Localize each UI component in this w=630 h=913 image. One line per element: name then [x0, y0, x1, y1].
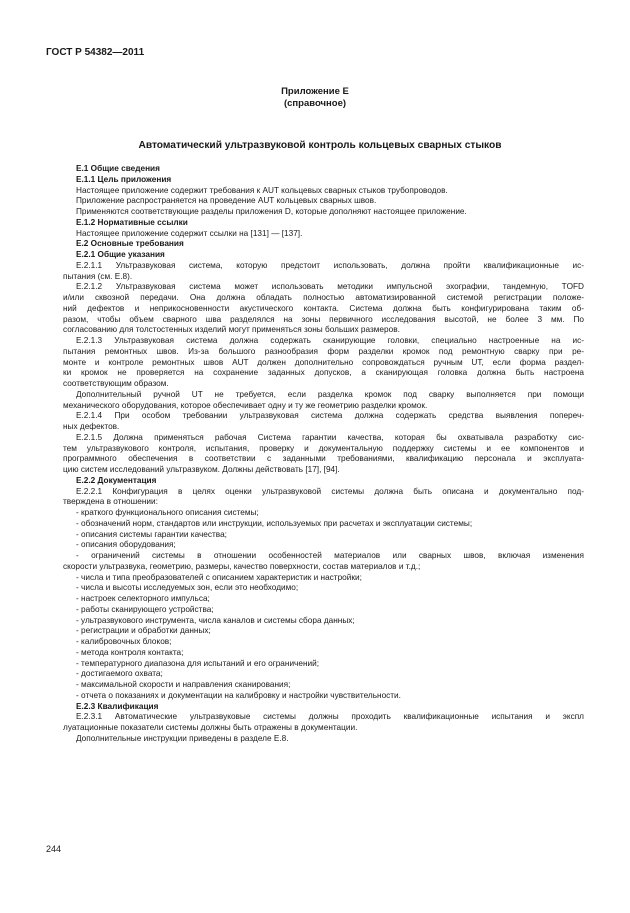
text-line: Е.2.3.1 Автоматические ультразвуковые системы должны проходить квалификационные испытания и экспл	[76, 712, 584, 722]
text-line: - достигаемого охвата;	[76, 669, 163, 679]
text-line: Дополнительный ручной UT не требуется, если разделка кромок под сварку выполняется при помощи	[76, 389, 584, 399]
text-line: - работы сканирующего устройства;	[76, 604, 214, 614]
text-line: - калибровочных блоков;	[76, 637, 172, 646]
section-heading: Е.1 Общие сведения	[76, 164, 160, 173]
document-id: ГОСТ Р 54382—2011	[46, 47, 145, 58]
text-line: согласованию для толстостенных изделий могут применяться зоны больших размеров.	[63, 325, 400, 335]
section-heading: Е.2 Основные требования	[76, 239, 184, 249]
text-line: пытания ремонтных швов. Из-за большого разнообразия форм разделки кромок под ремонтную сварку при ре-	[63, 346, 584, 356]
text-line: - отчета о показаниях и документации на калибровку и настройки чувствительности.	[76, 690, 401, 700]
text-line: - настроек селекторного импульса;	[76, 594, 210, 603]
text-line: механического оборудования, которое обеспечивает одну и ту же геометрию разделки кромок.	[63, 400, 428, 410]
text-line: Е.2.1.5 Должна применяться рабочая Система гарантии качества, которая бы охватывала разработку сис-	[76, 432, 584, 442]
text-line: цию систем исследований ультразвуком. Должны действовать [17], [94].	[63, 465, 340, 474]
text-line: соответствующим образом.	[63, 379, 169, 388]
text-line: тверждена в отношении:	[63, 497, 158, 507]
text-line: разом, чтобы объем сварного шва разделялся на зоны первичного исследования высотой, не более 3 мм. По	[63, 314, 584, 324]
text-line: ных дефектов.	[63, 422, 120, 431]
text-line: тем ультразвукового контроля, испытания, проверку и документальную поддержку системы и ее компонентов и	[63, 443, 584, 453]
document-body	[63, 164, 584, 745]
text-line: - обозначений норм, стандартов или инструкции, используемых при расчетах и эксплуатации системы;	[76, 518, 473, 528]
section-heading: Е.1.2 Нормативные ссылки	[76, 217, 188, 227]
text-line: Е.2.1.1 Ультразвуковая система, которую предстоит использовать, должна пройти квалификационные ис-	[76, 260, 584, 270]
text-line: - регистрации и обработки данных;	[76, 626, 211, 636]
section-heading: Е.2.2 Документация	[76, 475, 157, 485]
text-line: Настоящее приложение содержит ссылки на [131] — [137].	[76, 228, 303, 238]
section-heading: Е.2.3 Квалификация	[76, 701, 159, 711]
text-line: - описания оборудования;	[76, 540, 176, 550]
text-line: и/или сквозной передачи. Она должна обладать полностью автоматизированной системой регистрации положе-	[63, 293, 584, 302]
annex-title: Приложение Е	[281, 86, 349, 97]
text-line: скорости ультразвука, геометрию, размеры, качество поверхности, состав материалов и т.д.;	[63, 561, 421, 571]
text-line: Е.2.2.1 Конфигурация в целях оценки ультразвуковой системы должна быть описана и документально под-	[76, 486, 584, 496]
text-line: луатационные показатели системы должны быть отражены в документации.	[63, 723, 358, 732]
text-line: - числа и высоты исследуемых зон, если это необходимо;	[76, 583, 299, 593]
text-line: - числа и типа преобразователей с описанием характеристик и настройки;	[76, 572, 362, 582]
text-line: Приложение распространяется на проведение AUT кольцевых сварных швов.	[76, 196, 377, 206]
text-line: программного обеспечения в соответствии с заданными требованиями, квалификацию персонала и эксплуата-	[63, 454, 584, 464]
text-line: ний дефектов и неприкосновенности акустического контакта. Система должна быть конфигурирована таким об-	[63, 303, 584, 313]
text-line: пытания (см. Е.8).	[63, 271, 133, 281]
text-line: Дополнительные инструкции приведены в разделе Е.8.	[76, 733, 289, 743]
text-line: Настоящее приложение содержит требования к AUT кольцевых сварных стыков трубопроводов.	[76, 185, 448, 195]
annex-kind: (справочное)	[283, 98, 347, 109]
text-line: монте и контроле ремонтных швов AUT должен дополнительно сопровождаться ручным UT, если форма раздел-	[63, 357, 584, 367]
section-title: Автоматический ультразвуковой контроль кольцевых сварных стыков	[138, 140, 502, 151]
text-line: - ограничений системы в отношении особенностей материалов или сварных швов, включая изменения	[76, 551, 584, 560]
section-heading: Е.2.1 Общие указания	[76, 250, 165, 259]
text-line: - температурного диапазона для испытаний и его ограничений;	[76, 658, 320, 668]
text-line: - метода контроля контакта;	[76, 647, 184, 657]
text-line: - максимальной скорости и направления сканирования;	[76, 680, 291, 689]
text-line: - описания системы гарантии качества;	[76, 529, 227, 539]
text-line: ки кромок не проверяется на сохранение заданных допусков, а сканирующая головка должна быть настроена	[63, 368, 584, 378]
text-line: Применяются соответствующие разделы приложения D, которые дополняют настоящее приложение.	[76, 207, 467, 216]
text-line: Е.2.1.2 Ультразвуковая система может использовать методики импульсной эхографии, тандемную, TOFD	[76, 282, 584, 292]
text-line: Е.2.1.4 При особом требовании ультразвуковая система должна содержать средства выявления попереч-	[76, 411, 584, 421]
text-line: - краткого функционального описания системы;	[76, 508, 259, 517]
section-heading: Е.1.1 Цель приложения	[76, 174, 172, 184]
page-number: 244	[46, 844, 62, 854]
text-line: - ультразвукового инструмента, числа каналов и системы сбора данных;	[76, 615, 355, 625]
text-line: Е.2.1.3 Ультразвуковая система должна содержать сканирующие головки, специально настроенные на ис-	[76, 336, 584, 345]
